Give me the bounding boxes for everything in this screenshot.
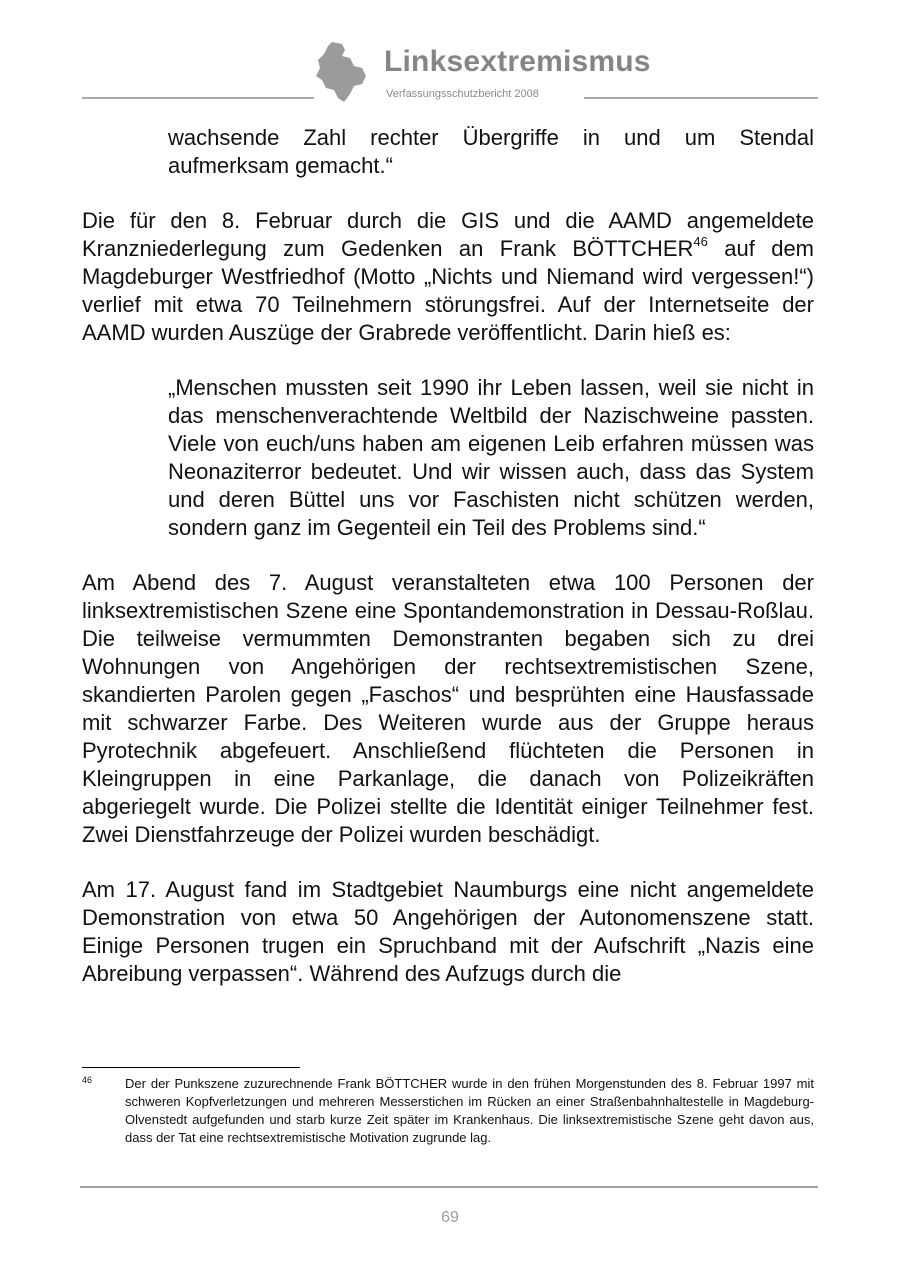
quote-grabrede: „Menschen mussten seit 1990 ihr Leben lassen, weil sie nicht in das menschenverachtende Weltbild der Nazischweine passten. Viele von euch/uns haben am eigenen Leib erfahren müssen was Neonaziterror bedeutet. Und wir wissen auch, dass das System und deren Büttel uns vor Faschisten nicht schützen werden, sondern ganz im Gegenteil ein Teil des Problems sind.“	[168, 375, 814, 540]
paragraph-kranzniederlegung	[82, 207, 814, 347]
saxony-anhalt-map-icon	[312, 40, 372, 104]
header-rule-right	[584, 97, 818, 99]
paragraph-text: auf dem Magdeburger Westfriedhof (Motto „Nichts und Niemand wird vergessen!“) verlief mit etwa 70 Teilnehmern störungsfrei. Auf der Internetseite der AAMD wurden Auszüge der Grabrede veröffentlicht. Darin hieß es:	[82, 236, 814, 345]
paragraph-dessau: Am Abend des 7. August veranstalteten etwa 100 Personen der linksextremistischen Szene eine Spontandemonstration in Dessau-Roßlau. Die teilweise vermummten Demonstranten begaben sich zu drei Wohnungen von Angehörigen der rechtsextremistischen Szene, skandierten Parolen gegen „Faschos“ und besprühten eine Hausfassade mit schwarzer Farbe. Des Weiteren wurde aus der Gruppe heraus Pyrotechnik abgefeuert. Anschließend flüchteten die Personen in Kleingruppen in eine Parkanlage, die danach von Polizeikräften abgeriegelt wurde. Die Polizei stellte die Identität einiger Teilnehmer fest. Zwei Dienstfahrzeuge der Polizei wurden beschädigt.	[82, 570, 814, 847]
page-header	[0, 0, 900, 110]
main-content	[82, 124, 814, 988]
header-rule-left	[82, 97, 314, 99]
footnote	[82, 1075, 814, 1147]
header-subtitle: Verfassungsschutzbericht 2008	[386, 88, 539, 100]
footnote-separator	[82, 1067, 300, 1068]
quote-continuation: wachsende Zahl rechter Übergriffe in und um Stendal aufmerksam gemacht.“	[168, 125, 814, 178]
footer-rule	[80, 1186, 818, 1188]
footnote-number: 46	[82, 1075, 93, 1085]
footnote-text: Der der Punkszene zuzurechnende Frank BÖTTCHER wurde in den frühen Morgenstunden des 8. Februar 1997 mit schweren Kopfverletzungen und mehreren Messerstichen im Rücken an einer Straßenbahnhaltestelle in Magdeburg-Olvenstedt aufgefunden und starb kurze Zeit später im Krankenhaus. Die linksextremistische Szene geht davon aus, dass der Tat eine rechtsextremistische Motivation zugrunde lag.	[125, 1076, 814, 1145]
paragraph-naumburg: Am 17. August fand im Stadtgebiet Naumburgs eine nicht angemeldete Demonstration von etwa 50 Angehörigen der Autonomenszene statt. Einige Personen trugen ein Spruchband mit der Aufschrift „Nazis eine Abreibung verpassen“. Während des Aufzugs durch die	[82, 877, 814, 986]
footnote-reference: 46	[693, 234, 708, 249]
header-title: Linksextremismus	[384, 45, 651, 78]
page-number: 69	[441, 1209, 459, 1226]
paragraph-text: Die für den 8. Februar durch die GIS und die AAMD angemeldete Kranzniederlegung zum Gedenken an Frank BÖTTCHER	[82, 208, 814, 261]
